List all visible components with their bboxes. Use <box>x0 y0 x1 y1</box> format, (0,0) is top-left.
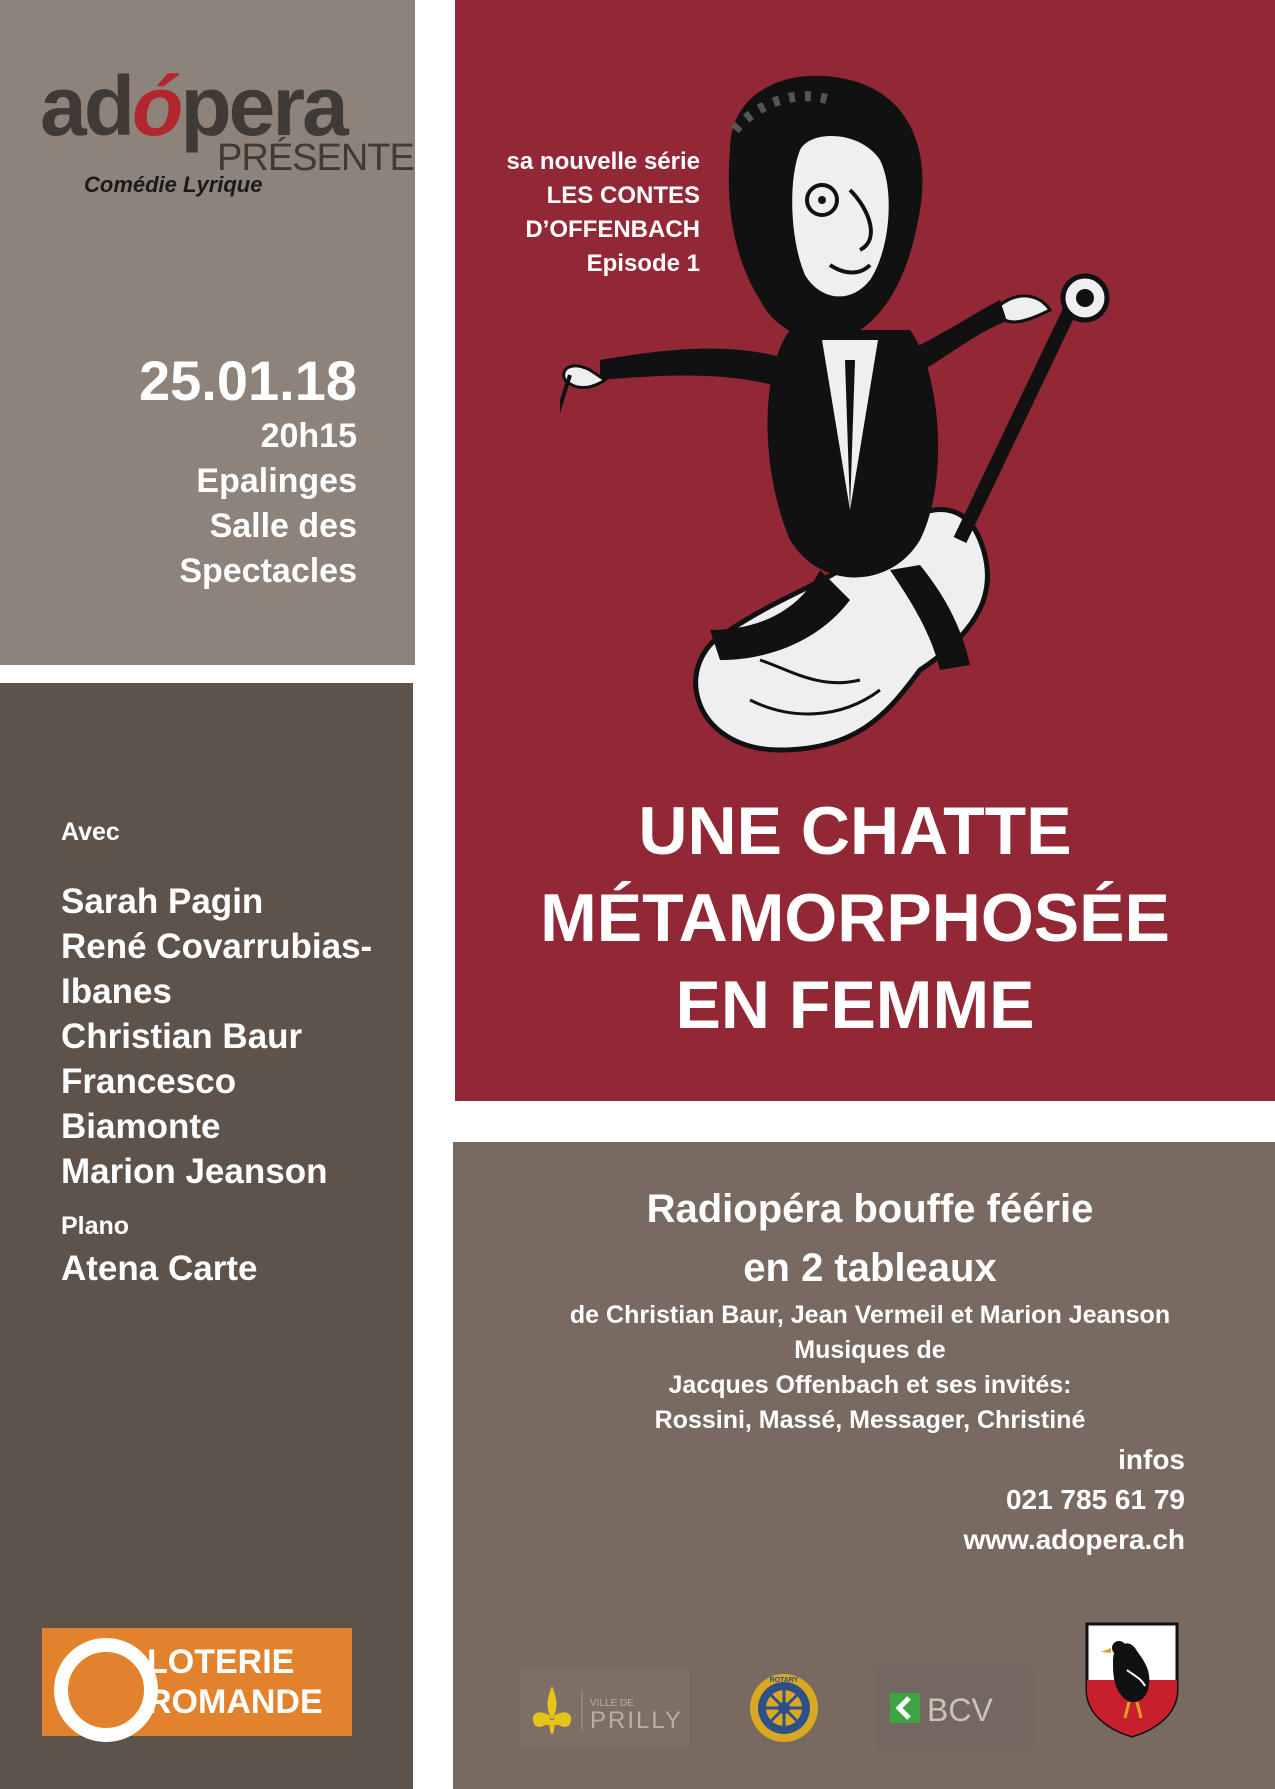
genre-label: Comédie Lyrique <box>84 172 263 197</box>
offenbach-caricature-illustration <box>560 70 1130 760</box>
event-venue-line2: Spectacles <box>179 552 357 590</box>
cast-name: Marion Jeanson <box>61 1152 328 1191</box>
prilly-big-text: PRILLY <box>590 1707 683 1734</box>
cast-list <box>61 812 411 1291</box>
website-link[interactable]: www.adopera.ch <box>963 1524 1185 1555</box>
prilly-logo[interactable] <box>520 1668 690 1748</box>
loterie-line1: LOTERIE <box>147 1643 295 1681</box>
title-line1: UNE CHATTE <box>638 793 1072 869</box>
description-music-label: Musiques de <box>794 1336 946 1364</box>
cast-name: Sarah Pagin <box>61 882 264 921</box>
title-line3: EN FEMME <box>675 967 1035 1043</box>
series-episode: Episode 1 <box>586 250 700 277</box>
event-info <box>17 348 357 594</box>
presente-text: PRÉSENTE <box>217 137 414 179</box>
coat-of-arms-crest[interactable] <box>1083 1620 1181 1738</box>
bcv-square-icon <box>890 1693 920 1723</box>
cast-name: Ibanes <box>61 972 172 1011</box>
prilly-small-text: VILLE DE <box>590 1698 634 1709</box>
series-intro: sa nouvelle série <box>506 148 700 175</box>
cast-name: René Covarrubias- <box>61 927 373 966</box>
logo-pera: pera <box>180 59 346 153</box>
pianist-name: Atena Carte <box>61 1249 258 1288</box>
series-name-line2: D’OFFENBACH <box>525 216 700 243</box>
event-date: 25.01.18 <box>139 349 357 412</box>
logo-wordmark <box>40 59 346 153</box>
event-place: Epalinges <box>196 462 357 500</box>
bcv-text: BCV <box>927 1692 993 1728</box>
loterie-text <box>147 1642 323 1722</box>
loterie-circle-icon <box>54 1638 158 1742</box>
bcv-logo[interactable] <box>875 1665 1035 1750</box>
infos-label: infos <box>1118 1444 1185 1475</box>
show-title <box>470 788 1240 1049</box>
event-venue-line1: Salle des <box>209 507 357 545</box>
description-genre: Radiopéra bouffe féérie <box>646 1187 1094 1231</box>
phone-number[interactable]: 021 785 61 79 <box>1005 1484 1185 1515</box>
cast-name: Christian Baur <box>61 1017 303 1056</box>
show-description <box>470 1180 1270 1438</box>
description-guests: Rossini, Massé, Messager, Christiné <box>654 1406 1086 1434</box>
loterie-line2: ROMANDE <box>147 1683 323 1721</box>
description-authors: de Christian Baur, Jean Vermeil et Marion Jeanson <box>569 1301 1171 1329</box>
rotary-logo[interactable] <box>748 1672 820 1744</box>
loterie-romande-logo[interactable] <box>42 1628 352 1736</box>
series-name-line1: LES CONTES <box>546 182 700 209</box>
contact-info <box>785 1440 1185 1560</box>
description-composer: Jacques Offenbach et ses invités: <box>668 1371 1072 1399</box>
caricature-head <box>729 76 923 340</box>
description-tableaux: en 2 tableaux <box>743 1246 997 1290</box>
title-line2: MÉTAMORPHOSÉE <box>540 880 1170 956</box>
cast-label: Avec <box>61 818 120 846</box>
cast-name: Biamonte <box>61 1107 221 1146</box>
cast-name: Francesco <box>61 1062 237 1101</box>
event-time: 20h15 <box>260 417 357 455</box>
adopera-logo[interactable] <box>40 59 420 204</box>
logo-o: ó <box>132 59 181 153</box>
rotary-text: ROTARY <box>769 1677 799 1684</box>
logo-ad: ad <box>40 59 133 153</box>
piano-label: Plano <box>61 1212 130 1240</box>
